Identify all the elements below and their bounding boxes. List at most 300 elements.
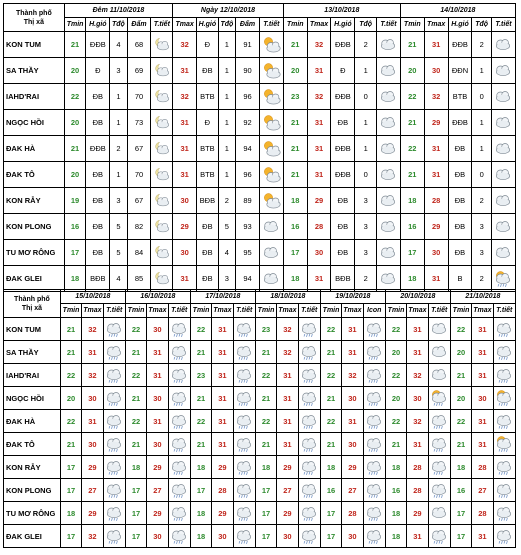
tmax-value: 30 — [342, 387, 363, 410]
rain-cloud-icon — [364, 388, 384, 408]
weather-icon-cell — [493, 525, 515, 548]
wind-direction: ĐĐN — [448, 58, 472, 84]
city-name: TU MƠ RÔNG — [4, 502, 61, 525]
tmax-value: 28 — [342, 502, 363, 525]
tmax-value: 31 — [472, 341, 493, 364]
tmax-value: 30 — [424, 58, 448, 84]
column-header-toc: Tđộ — [218, 18, 235, 32]
column-header-hgio: H.gió — [448, 18, 472, 32]
weather-icon-cell — [151, 214, 173, 240]
tmin-value: 22 — [60, 410, 81, 433]
weather-icon-cell — [103, 318, 125, 341]
tmin-value: 18 — [385, 502, 406, 525]
table-row — [4, 502, 516, 525]
rain-cloud-icon — [364, 503, 384, 523]
city-name: ĐAK TÔ — [4, 433, 61, 456]
weather-icon-cell — [298, 318, 320, 341]
rain-cloud-icon — [234, 503, 254, 523]
rain-cloud-icon — [429, 480, 449, 500]
weather-icon-cell — [428, 387, 450, 410]
tmax-value: 32 — [342, 364, 363, 387]
tmax-value: 31 — [277, 387, 298, 410]
wind-direction: ĐĐB — [331, 32, 355, 58]
weather-icon-cell — [259, 58, 283, 84]
column-header-tmax: Tmax — [307, 18, 331, 32]
weather-icon-cell — [233, 479, 255, 502]
rain-cloud-icon — [234, 388, 254, 408]
city-name: KON RẪY — [4, 188, 65, 214]
tmin-value: 21 — [320, 341, 341, 364]
humidity: 85 — [127, 266, 151, 292]
forecast-table-top — [3, 3, 516, 292]
tmin-value: 21 — [283, 32, 307, 58]
weather-icon-cell — [151, 58, 173, 84]
city-name: IAHD'RAI — [4, 84, 65, 110]
weather-icon-cell — [363, 387, 385, 410]
tmin-value: 17 — [125, 525, 146, 548]
cloud-icon — [378, 35, 398, 55]
tmax-value: 31 — [307, 58, 331, 84]
tmin-value: 21 — [255, 341, 276, 364]
tmin-value: 20 — [385, 387, 406, 410]
wind-speed: 4 — [110, 32, 127, 58]
weather-icon-cell — [151, 84, 173, 110]
tmax-value: 29 — [212, 502, 233, 525]
weather-icon-cell — [428, 525, 450, 548]
city-name: KON PLONG — [4, 214, 65, 240]
rain-cloud-icon — [234, 457, 254, 477]
city-name: ĐAK GLEI — [4, 266, 65, 292]
rain-cloud-icon — [299, 319, 319, 339]
tmax-value: 29 — [277, 456, 298, 479]
rain-cloud-icon — [169, 457, 189, 477]
column-header-tmin: Tmin — [400, 18, 424, 32]
tmax-value: 30 — [82, 433, 103, 456]
weather-icon-cell — [259, 32, 283, 58]
tmin-value: 18 — [400, 188, 424, 214]
tmin-value: 21 — [60, 341, 81, 364]
weather-icon-cell — [103, 387, 125, 410]
table-row — [4, 58, 516, 84]
weather-icon-cell — [363, 456, 385, 479]
wind-direction: ĐB — [448, 162, 472, 188]
rain-cloud-icon — [234, 480, 254, 500]
tmin-value: 18 — [320, 456, 341, 479]
column-header-dam: Đẩm — [236, 18, 260, 32]
tmin-value: 20 — [283, 58, 307, 84]
rain-cloud-icon — [169, 388, 189, 408]
weather-icon-cell — [103, 433, 125, 456]
tmin-value: 21 — [190, 387, 211, 410]
weather-icon-cell — [491, 32, 515, 58]
weather-icon-cell — [363, 318, 385, 341]
rain-cloud-icon — [364, 457, 384, 477]
cloud-icon — [493, 243, 513, 263]
table-row — [4, 341, 516, 364]
tmin-value: 21 — [283, 110, 307, 136]
sun-cloud-rain-icon — [429, 388, 449, 408]
wind-direction: ĐB — [86, 188, 110, 214]
tmin-value: 22 — [320, 318, 341, 341]
weather-icon-cell — [491, 58, 515, 84]
wind-direction: BTB — [197, 84, 219, 110]
rain-cloud-icon — [364, 526, 384, 546]
wind-speed: 1 — [218, 110, 235, 136]
rain-cloud-icon — [364, 319, 384, 339]
tmax-value: 27 — [147, 479, 168, 502]
tmin-value: 17 — [60, 456, 81, 479]
date-header: 20/10/2018 — [385, 290, 450, 304]
tmax-value: 29 — [342, 456, 363, 479]
weather-icon-cell — [363, 525, 385, 548]
weather-icon-cell — [493, 318, 515, 341]
tmax-value: 29 — [424, 110, 448, 136]
column-header-tmax: Tmax — [277, 304, 298, 318]
tmin-value: 20 — [64, 162, 86, 188]
weather-icon-cell — [428, 433, 450, 456]
weather-icon-cell — [151, 266, 173, 292]
weather-icon-cell — [428, 318, 450, 341]
column-header-tdet: T.tiết — [491, 18, 515, 32]
rain-cloud-icon — [429, 526, 449, 546]
weather-icon-cell — [233, 364, 255, 387]
tmax-value: 30 — [342, 525, 363, 548]
tmin-value: 22 — [255, 364, 276, 387]
tmin-value: 21 — [64, 136, 86, 162]
wind-direction: B — [448, 266, 472, 292]
rain-cloud-icon — [364, 480, 384, 500]
column-header-tmin: Tmin — [320, 304, 341, 318]
weather-icon-cell — [259, 188, 283, 214]
city-name: KON RẪY — [4, 456, 61, 479]
tmax-value: 28 — [407, 456, 428, 479]
weather-icon-cell — [493, 341, 515, 364]
tmin-value: 21 — [400, 162, 424, 188]
cloud-icon — [378, 191, 398, 211]
city-name: ĐAK HÀ — [4, 410, 61, 433]
tmax-value: 31 — [424, 162, 448, 188]
tmax-value: 31 — [147, 410, 168, 433]
moon-cloud-icon — [152, 243, 172, 263]
tmin-value: 19 — [64, 188, 86, 214]
city-name: ĐAK TÔ — [4, 162, 65, 188]
tmax-value: 31 — [173, 136, 197, 162]
column-header-tdet: T.tiết — [377, 18, 401, 32]
tmin-value: 22 — [320, 364, 341, 387]
wind-speed: 0 — [355, 84, 377, 110]
moon-cloud-icon — [152, 217, 172, 237]
column-header-tdet: T.tiết — [428, 304, 450, 318]
wind-speed: 3 — [355, 240, 377, 266]
tmax-value: 32 — [173, 84, 197, 110]
wind-speed: 1 — [472, 58, 492, 84]
wind-speed: 4 — [218, 240, 235, 266]
tmin-value: 17 — [64, 240, 86, 266]
weather-icon-cell — [377, 162, 401, 188]
tmin-value: 17 — [320, 525, 341, 548]
tmin-value: 21 — [255, 433, 276, 456]
wind-speed: 1 — [218, 58, 235, 84]
wind-direction: ĐĐB — [448, 32, 472, 58]
tmin-value: 21 — [190, 341, 211, 364]
tmax-value: 30 — [407, 387, 428, 410]
weather-icon-cell — [428, 479, 450, 502]
weather-icon-cell — [259, 136, 283, 162]
tmin-value: 18 — [60, 502, 81, 525]
tmin-value: 17 — [60, 479, 81, 502]
humidity: 96 — [236, 84, 260, 110]
moon-cloud-icon — [152, 61, 172, 81]
cloud-icon — [429, 503, 449, 523]
tmax-value: 31 — [147, 341, 168, 364]
column-header-tmax: Tmax — [342, 304, 363, 318]
tmin-value: 18 — [190, 502, 211, 525]
tmax-value: 31 — [173, 110, 197, 136]
table-row — [4, 136, 516, 162]
weather-icon-cell — [493, 387, 515, 410]
humidity: 67 — [127, 136, 151, 162]
weather-icon-cell — [151, 110, 173, 136]
table-row — [4, 433, 516, 456]
weather-icon-cell — [493, 456, 515, 479]
tmax-value: 28 — [212, 479, 233, 502]
column-header-tmin: Tmin — [385, 304, 406, 318]
weather-icon-cell — [151, 188, 173, 214]
column-header-tmax: Tmax — [82, 304, 103, 318]
wind-speed: 4 — [110, 266, 127, 292]
tmin-value: 17 — [125, 479, 146, 502]
rain-cloud-icon — [494, 411, 514, 431]
weather-icon-cell — [103, 479, 125, 502]
wind-speed: 1 — [355, 136, 377, 162]
weather-icon-cell — [298, 433, 320, 456]
table-row — [4, 479, 516, 502]
tmin-value: 22 — [125, 364, 146, 387]
rain-cloud-icon — [104, 342, 124, 362]
weather-icon-cell — [298, 341, 320, 364]
table-row — [4, 525, 516, 548]
wind-direction: Đ — [86, 58, 110, 84]
weather-icon-cell — [259, 162, 283, 188]
date-header: 14/10/2018 — [400, 4, 515, 18]
rain-cloud-icon — [429, 434, 449, 454]
cloud-icon — [378, 243, 398, 263]
weather-icon-cell — [233, 525, 255, 548]
wind-speed: 3 — [110, 188, 127, 214]
sun-cloud-rain-icon — [494, 434, 514, 454]
wind-direction: BĐB — [197, 188, 219, 214]
wind-direction: BĐB — [331, 266, 355, 292]
wind-direction: BĐB — [86, 266, 110, 292]
weather-icon-cell — [377, 110, 401, 136]
rain-cloud-icon — [104, 319, 124, 339]
table-row — [4, 188, 516, 214]
city-name: SA THẦY — [4, 58, 65, 84]
tmin-value: 20 — [385, 341, 406, 364]
tmax-value: 29 — [173, 214, 197, 240]
rain-cloud-icon — [299, 365, 319, 385]
table-row — [4, 410, 516, 433]
rain-cloud-icon — [299, 342, 319, 362]
sun-cloud-icon — [261, 165, 281, 185]
tmin-value: 17 — [255, 525, 276, 548]
weather-icon-cell — [493, 364, 515, 387]
tmax-value: 29 — [212, 456, 233, 479]
weather-icon-cell — [493, 433, 515, 456]
wind-speed: 1 — [218, 32, 235, 58]
date-header: 19/10/2018 — [320, 290, 385, 304]
tmin-value: 21 — [320, 387, 341, 410]
moon-cloud-icon — [152, 87, 172, 107]
tmax-value: 30 — [173, 188, 197, 214]
cloud-icon — [493, 191, 513, 211]
tmax-value: 32 — [277, 341, 298, 364]
date-header: 16/10/2018 — [125, 290, 190, 304]
rain-cloud-icon — [364, 434, 384, 454]
weather-icon-cell — [233, 502, 255, 525]
rain-cloud-icon — [234, 411, 254, 431]
tmax-value: 31 — [472, 318, 493, 341]
date-header: 15/10/2018 — [60, 290, 125, 304]
weather-icon-cell — [168, 525, 190, 548]
weather-icon-cell — [168, 456, 190, 479]
tmax-value: 31 — [472, 410, 493, 433]
tmax-value: 27 — [277, 479, 298, 502]
column-header-tmin: Tmin — [450, 304, 471, 318]
tmin-value: 18 — [385, 525, 406, 548]
humidity: 94 — [236, 136, 260, 162]
cloud-icon — [378, 61, 398, 81]
wind-speed: 2 — [472, 32, 492, 58]
weather-icon-cell — [168, 479, 190, 502]
column-header-tdet: T.tiết — [151, 18, 173, 32]
tmax-value: 32 — [277, 318, 298, 341]
tmax-value: 28 — [407, 479, 428, 502]
table-row — [4, 162, 516, 188]
tmin-value: 17 — [450, 502, 471, 525]
weather-icon-cell — [233, 341, 255, 364]
tmax-value: 31 — [212, 410, 233, 433]
rain-cloud-icon — [169, 365, 189, 385]
tmin-value: 20 — [450, 341, 471, 364]
wind-direction: ĐĐB — [331, 162, 355, 188]
tmin-value: 18 — [190, 456, 211, 479]
city-name: ĐAK GLEI — [4, 525, 61, 548]
weather-icon-cell — [298, 479, 320, 502]
tmin-value: 16 — [385, 479, 406, 502]
humidity: 90 — [236, 58, 260, 84]
weather-icon-cell — [363, 433, 385, 456]
wind-direction: ĐB — [197, 266, 219, 292]
column-header-tmax: Tmax — [424, 18, 448, 32]
tmax-value: 27 — [342, 479, 363, 502]
tmax-value: 29 — [307, 188, 331, 214]
table-row — [4, 84, 516, 110]
tmin-value: 20 — [64, 58, 86, 84]
tmin-value: 17 — [255, 479, 276, 502]
rain-cloud-icon — [169, 342, 189, 362]
weather-icon-cell — [491, 136, 515, 162]
city-name: KON TUM — [4, 318, 61, 341]
weather-icon-cell — [298, 387, 320, 410]
cloud-icon — [378, 217, 398, 237]
column-header-tmin: Tmin — [60, 304, 81, 318]
rain-cloud-icon — [104, 526, 124, 546]
rain-cloud-icon — [364, 342, 384, 362]
tmin-value: 22 — [385, 318, 406, 341]
tmax-value: 30 — [173, 240, 197, 266]
tmin-value: 18 — [190, 525, 211, 548]
wind-direction: ĐB — [86, 240, 110, 266]
tmax-value: 30 — [472, 387, 493, 410]
sun-cloud-icon — [261, 139, 281, 159]
tmin-value: 21 — [125, 433, 146, 456]
tmax-value: 31 — [472, 433, 493, 456]
date-header: Đêm 11/10/2018 — [64, 4, 172, 18]
column-header-tmax: Tmax — [212, 304, 233, 318]
wind-speed: 2 — [355, 266, 377, 292]
tmin-value: 22 — [60, 364, 81, 387]
tmax-value: 30 — [342, 433, 363, 456]
tmax-value: 31 — [212, 364, 233, 387]
weather-icon-cell — [428, 456, 450, 479]
table-row — [4, 32, 516, 58]
tmax-value: 30 — [82, 387, 103, 410]
cloud-icon — [261, 243, 281, 263]
tmin-value: 22 — [125, 410, 146, 433]
cloud-icon — [493, 165, 513, 185]
tmax-value: 31 — [277, 433, 298, 456]
column-header-tdet: T.tiết — [103, 304, 125, 318]
moon-cloud-icon — [152, 35, 172, 55]
tmin-value: 16 — [320, 479, 341, 502]
tmax-value: 31 — [307, 110, 331, 136]
tmax-value: 31 — [307, 162, 331, 188]
tmin-value: 22 — [450, 410, 471, 433]
tmax-value: 31 — [407, 318, 428, 341]
rain-cloud-icon — [169, 503, 189, 523]
column-header-icon: Icon — [363, 304, 385, 318]
weather-icon-cell — [151, 136, 173, 162]
tmin-value: 18 — [283, 188, 307, 214]
tmin-value: 21 — [400, 110, 424, 136]
wind-speed: 1 — [355, 58, 377, 84]
sun-cloud-icon — [261, 113, 281, 133]
tmin-value: 18 — [385, 456, 406, 479]
sun-cloud-icon — [261, 87, 281, 107]
rain-cloud-icon — [104, 365, 124, 385]
rain-cloud-icon — [494, 342, 514, 362]
tmax-value: 31 — [212, 387, 233, 410]
weather-icon-cell — [428, 364, 450, 387]
rain-cloud-icon — [104, 503, 124, 523]
table-row — [4, 387, 516, 410]
header-city-label: Thành phố Thị xã — [4, 4, 65, 32]
weather-icon-cell — [491, 266, 515, 292]
rain-cloud-icon — [104, 434, 124, 454]
wind-direction: ĐB — [331, 110, 355, 136]
wind-speed: 1 — [110, 110, 127, 136]
tmin-value: 23 — [255, 318, 276, 341]
tmax-value: 31 — [342, 341, 363, 364]
moon-cloud-icon — [152, 165, 172, 185]
tmax-value: 31 — [212, 341, 233, 364]
wind-direction: ĐB — [331, 214, 355, 240]
wind-speed: 3 — [110, 58, 127, 84]
weather-icon-cell — [103, 525, 125, 548]
wind-speed: 1 — [218, 84, 235, 110]
tmax-value: 31 — [307, 136, 331, 162]
